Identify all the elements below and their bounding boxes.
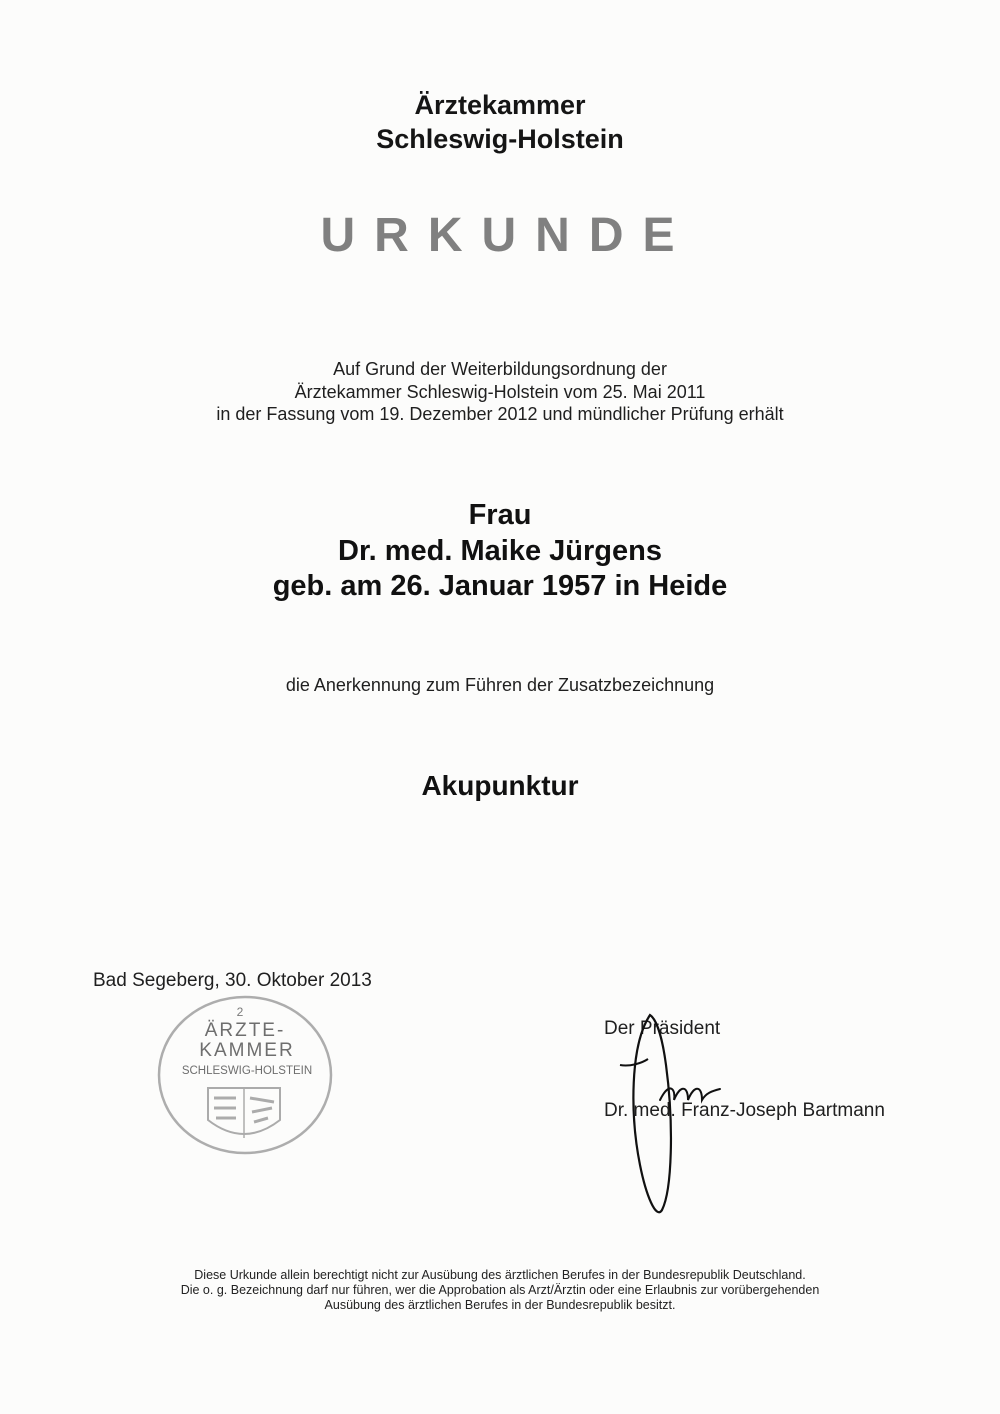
- footnote-line-3: Ausübung des ärztlichen Berufes in der Bundesrepublik besitzt.: [324, 1298, 676, 1312]
- recipient-birth: geb. am 26. Januar 1957 in Heide: [272, 570, 728, 602]
- signatory-name: Dr. med. Franz-Joseph Bartmann: [604, 1100, 885, 1121]
- place-date: Bad Segeberg, 30. Oktober 2013: [93, 970, 372, 991]
- recipient-salutation: Frau: [468, 499, 532, 531]
- official-seal-stamp: [150, 990, 340, 1160]
- recipient-name: Dr. med. Maike Jürgens: [338, 534, 662, 567]
- legal-footnote: [0, 1268, 1000, 1313]
- document-title: URKUNDE: [320, 209, 694, 262]
- footnote-line-1: Diese Urkunde allein berechtigt nicht zur Ausübung des ärztlichen Berufes in der Bundesrepublik Deutschland.: [194, 1268, 806, 1282]
- seal-number: 2: [236, 1005, 244, 1019]
- issuer-line-2: Schleswig-Holstein: [376, 124, 624, 154]
- intro-line-1: Auf Grund der Weiterbildungsordnung der: [333, 359, 667, 379]
- intro-paragraph: [0, 358, 1000, 426]
- recipient-block: [0, 498, 1000, 605]
- designation-title: Akupunktur: [421, 770, 579, 801]
- issuer-heading: [0, 88, 1000, 156]
- seal-line-2: KAMMER: [199, 1040, 295, 1061]
- coat-of-arms-icon: [208, 1088, 280, 1138]
- issuer-line-1: Ärztekammer: [414, 90, 586, 120]
- seal-line-3: SCHLESWIG-HOLSTEIN: [181, 1065, 313, 1077]
- intro-line-3: in der Fassung vom 19. Dezember 2012 und mündlicher Prüfung erhält: [216, 404, 784, 424]
- signatory-role: Der Präsident: [604, 1018, 721, 1039]
- footnote-line-2: Die o. g. Bezeichnung darf nur führen, wer die Approbation als Arzt/Ärztin oder eine Erlaubnis zur vorübergehenden: [180, 1283, 820, 1297]
- handwritten-signature: [590, 1005, 730, 1225]
- intro-line-2: Ärztekammer Schleswig-Holstein vom 25. Mai 2011: [294, 381, 706, 402]
- seal-line-1: ÄRZTE-: [204, 1020, 286, 1041]
- recognition-text: die Anerkennung zum Führen der Zusatzbezeichnung: [285, 675, 715, 695]
